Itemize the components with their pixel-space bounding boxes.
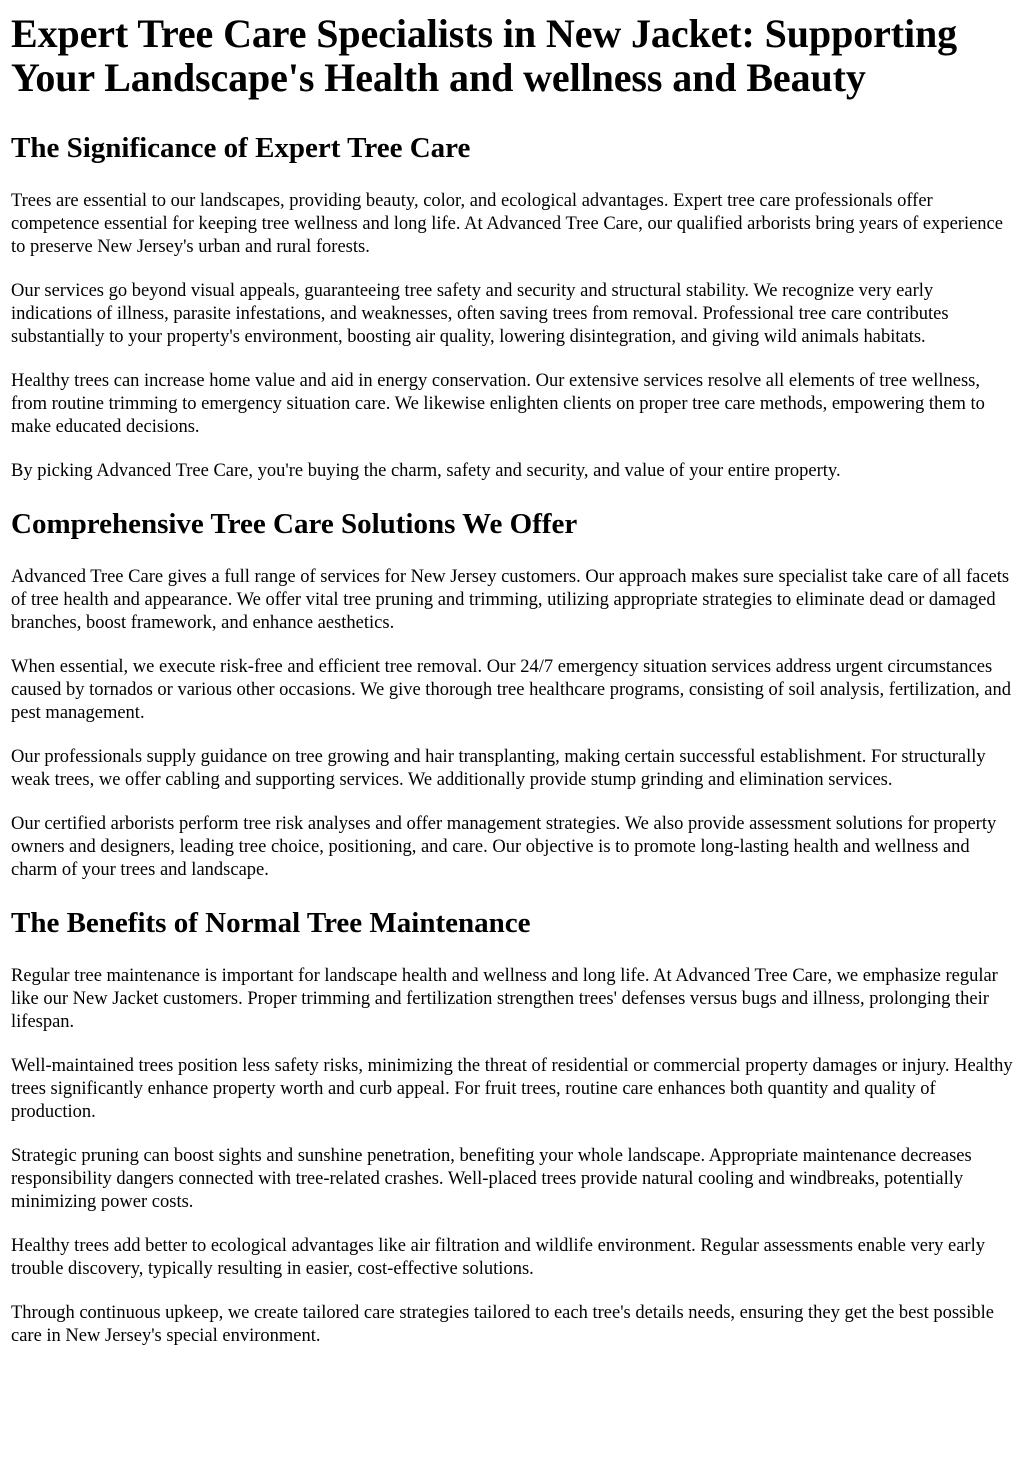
section-benefits [11,906,1014,1348]
paragraph: By picking Advanced Tree Care, you're buying the charm, safety and security, and value of your entire property. [11,461,841,481]
paragraph: Regular tree maintenance is important for landscape health and wellness and long life. At Advanced Tree Care, we emphasize regular like our New Jacket customers. Proper trimming and fertilization strengthen trees' defenses versus bugs and illness, prolonging their lifespan. [11,966,998,1032]
paragraph: Through continuous upkeep, we create tailored care strategies tailored to each tree's details needs, ensuring they get the best possible care in New Jersey's special environment. [11,1303,994,1346]
paragraph: Healthy trees add better to ecological advantages like air filtration and wildlife environment. Regular assessments enable very early trouble discovery, typically resulting in easier, cost-effective solutions. [11,1236,985,1279]
section-heading: Comprehensive Tree Care Solutions We Offer [11,508,578,540]
paragraph: When essential, we execute risk-free and efficient tree removal. Our 24/7 emergency situation services address urgent circumstances caused by tornados or various other occasions. We give thorough tree healthcare programs, consisting of soil analysis, fertilization, and pest management. [11,657,1011,723]
paragraph: Healthy trees can increase home value and aid in energy conservation. Our extensive services resolve all elements of tree wellness, from routine trimming to emergency situation care. We likewise enlighten clients on proper tree care methods, empowering them to make educated decisions. [11,371,985,437]
paragraph: Our certified arborists perform tree risk analyses and offer management strategies. We also provide assessment solutions for property owners and designers, leading tree choice, positioning, and care. Our objective is to promote long-lasting health and wellness and charm of your trees and landscape. [11,814,997,880]
section-significance [11,131,1014,483]
paragraph: Trees are essential to our landscapes, providing beauty, color, and ecological advantages. Expert tree care professionals offer competence essential for keeping tree wellness and long life. At Advanced Tree Care, our qualified arborists bring years of experience to preserve New Jersey's urban and rural forests. [11,191,1003,257]
section-heading: The Benefits of Normal Tree Maintenance [11,907,531,939]
page-title: Expert Tree Care Specialists in New Jacket: Supporting Your Landscape's Health and wellness and Beauty [11,11,958,100]
section-services [11,507,1014,882]
paragraph: Our professionals supply guidance on tree growing and hair transplanting, making certain successful establishment. For structurally weak trees, we offer cabling and supporting services. We additionally provide stump grinding and elimination services. [11,747,986,790]
paragraph: Advanced Tree Care gives a full range of services for New Jersey customers. Our approach makes sure specialist take care of all facets of tree health and appearance. We offer vital tree pruning and trimming, utilizing appropriate strategies to eliminate dead or damaged branches, boost framework, and enhance aesthetics. [11,567,1010,633]
paragraph: Well-maintained trees position less safety risks, minimizing the threat of residential or commercial property damages or injury. Healthy trees significantly enhance property worth and curb appeal. For fruit trees, routine care enhances both quantity and quality of production. [11,1056,1013,1122]
paragraph: Strategic pruning can boost sights and sunshine penetration, benefiting your whole landscape. Appropriate maintenance decreases responsibility dangers connected with tree-related crashes. Well-placed trees provide natural cooling and windbreaks, potentially minimizing power costs. [11,1146,972,1212]
paragraph: Our services go beyond visual appeals, guaranteeing tree safety and security and structural stability. We recognize very early indications of illness, parasite infestations, and weaknesses, often saving trees from removal. Professional tree care contributes substantially to your property's environment, boosting air quality, lowering disintegration, and giving wild animals habitats. [11,281,949,347]
section-heading: The Significance of Expert Tree Care [11,132,471,164]
article [0,12,1024,1348]
